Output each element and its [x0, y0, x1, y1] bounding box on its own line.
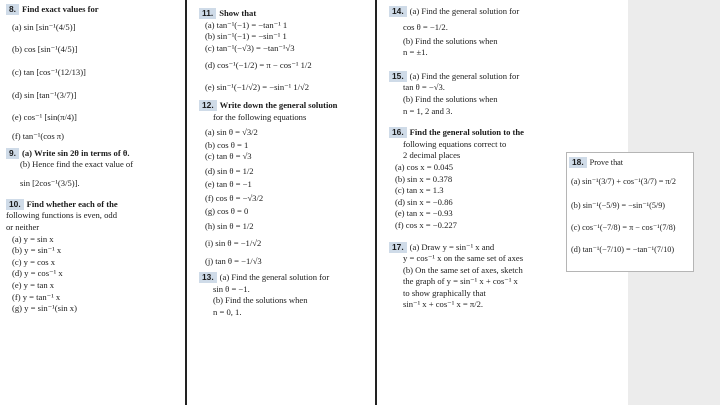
question-15 — [389, 71, 567, 117]
question-part: (d) cos⁻¹(−1/2) = π − cos⁻¹ 1/2 — [205, 60, 312, 71]
question-17 — [389, 242, 567, 312]
question-number: 15. — [389, 71, 407, 82]
question-part: (a) sin θ = √3/2 — [205, 126, 258, 137]
question-part: (c) tan x = 1.3 — [395, 185, 444, 196]
question-line: (b) Find the solutions when — [403, 35, 498, 46]
question-title: (a) Write sin 2θ in terms of θ. — [22, 147, 130, 158]
question-part: (f) tan⁻¹(cos π) — [12, 130, 65, 141]
question-title: Find exact values for — [22, 4, 99, 14]
question-part: (c) tan [cos⁻¹(12/13)] — [12, 66, 86, 77]
question-line: 2 decimal places — [403, 150, 461, 161]
question-11 — [199, 8, 374, 98]
question-part: (b) sin⁻¹(−1) = −sin⁻¹ 1 — [205, 31, 287, 42]
question-part: (c) cos⁻¹(−7/8) = π − cos⁻¹(7/8) — [571, 223, 676, 232]
question-number: 11. — [199, 8, 216, 19]
question-line: sin [2cos⁻¹(3/5)]. — [20, 177, 80, 188]
question-title: (a) Draw y = sin⁻¹ x and — [409, 241, 495, 252]
question-line: the graph of y = sin⁻¹ x + cos⁻¹ x — [403, 276, 518, 287]
question-part: (j) tan θ = −1/√3 — [205, 255, 262, 266]
question-8 — [6, 4, 184, 144]
column-2 — [199, 4, 374, 318]
question-title: (a) Find the general solution for — [409, 70, 520, 81]
question-10 — [6, 199, 184, 315]
question-part: (g) y = sin⁻¹(sin x) — [12, 303, 77, 314]
question-14 — [389, 6, 567, 59]
question-part: (e) sin⁻¹(−1/√2) = −sin⁻¹ 1/√2 — [205, 82, 310, 93]
question-part: (g) cos θ = 0 — [205, 206, 249, 217]
question-part: (d) sin x = −0.86 — [395, 196, 453, 207]
question-title: Write down the general solution — [219, 100, 338, 111]
question-line: following functions is even, odd — [6, 210, 117, 221]
question-part: (c) tan θ = √3 — [205, 151, 252, 162]
question-part: (e) tan x = −0.93 — [395, 208, 453, 219]
question-part: (h) sin θ = 1/2 — [205, 220, 254, 231]
question-line: n = 1, 2 and 3. — [403, 105, 453, 116]
question-number: 14. — [389, 6, 407, 17]
question-line: (b) Find the solutions when — [213, 295, 308, 306]
question-line: sin θ = −1. — [213, 283, 250, 294]
question-line: for the following equations — [213, 111, 307, 122]
question-line: sin⁻¹ x + cos⁻¹ x = π/2. — [403, 299, 484, 310]
question-part: (e) cos⁻¹ [sin(π/4)] — [12, 111, 77, 122]
question-part: (f) y = tan⁻¹ x — [12, 291, 61, 302]
question-9 — [6, 148, 184, 195]
question-line: to show graphically that — [403, 287, 486, 298]
question-part: (f) cos x = −0.227 — [395, 219, 457, 230]
question-part: (i) sin θ = −1/√2 — [205, 237, 262, 248]
question-title: Find the general solution to the — [409, 127, 525, 138]
question-number: 10. — [6, 199, 24, 210]
question-title: Prove that — [589, 158, 624, 167]
column-divider — [375, 0, 377, 405]
question-part: (a) sin [sin⁻¹(4/5)] — [12, 21, 76, 32]
question-part: (b) cos [sin⁻¹(4/5)] — [12, 43, 78, 54]
question-part: (c) y = cos x — [12, 256, 56, 267]
question-number: 13. — [199, 272, 217, 283]
question-number: 18. — [569, 157, 587, 168]
question-part: (e) tan θ = −1 — [205, 178, 252, 189]
question-part: (d) sin θ = 1/2 — [205, 165, 254, 176]
question-13 — [199, 272, 374, 318]
question-line: (b) Find the solutions when — [403, 93, 498, 104]
question-line: (b) On the same set of axes, sketch — [403, 264, 523, 275]
question-line: tan θ = −√3. — [403, 82, 445, 93]
question-number: 16. — [389, 127, 407, 138]
question-part: (b) y = sin⁻¹ x — [12, 245, 62, 256]
question-line: n = 0, 1. — [213, 306, 242, 317]
question-part: (d) tan⁻¹(−7/10) = −tan⁻¹(7/10) — [571, 245, 675, 254]
question-number: 17. — [389, 242, 407, 253]
question-18-box — [566, 152, 694, 272]
question-part: (a) sin⁻¹(3/7) + cos⁻¹(3/7) = π/2 — [571, 177, 676, 186]
question-title: Show that — [219, 8, 257, 18]
question-part: (a) cos x = 0.045 — [395, 161, 454, 172]
question-title: (a) Find the general solution for — [219, 271, 330, 282]
question-line: following equations correct to — [403, 138, 507, 149]
question-line: cos θ = −1/2. — [403, 21, 448, 32]
question-16 — [389, 127, 567, 231]
column-1 — [6, 4, 184, 315]
question-part: (a) y = sin x — [12, 233, 54, 244]
column-3 — [389, 4, 567, 311]
question-line: y = cos⁻¹ x on the same set of axes — [403, 253, 524, 264]
question-number: 8. — [6, 4, 19, 15]
question-12 — [199, 100, 374, 270]
question-part: (d) y = cos⁻¹ x — [12, 268, 63, 279]
question-number: 12. — [199, 100, 217, 111]
question-part: (b) sin⁻¹(−5/9) = −sin⁻¹(5/9) — [571, 201, 666, 210]
column-divider — [185, 0, 187, 405]
question-part: (b) sin x = 0.378 — [395, 173, 453, 184]
question-line: or neither — [6, 221, 40, 232]
question-title: Find whether each of the — [26, 198, 118, 209]
question-number: 9. — [6, 148, 19, 159]
question-title: (a) Find the general solution for — [409, 6, 520, 16]
question-line: (b) Hence find the exact value of — [20, 159, 134, 170]
question-part: (c) tan⁻¹(−√3) = −tan⁻¹√3 — [205, 42, 295, 53]
question-part: (a) tan⁻¹(−1) = −tan⁻¹ 1 — [205, 19, 288, 30]
question-part: (f) cos θ = −√3/2 — [205, 193, 264, 204]
question-part: (d) sin [tan⁻¹(3/7)] — [12, 89, 77, 100]
question-part: (e) y = tan x — [12, 279, 55, 290]
question-part: (b) cos θ = 1 — [205, 139, 249, 150]
question-line: n = ±1. — [403, 47, 428, 58]
